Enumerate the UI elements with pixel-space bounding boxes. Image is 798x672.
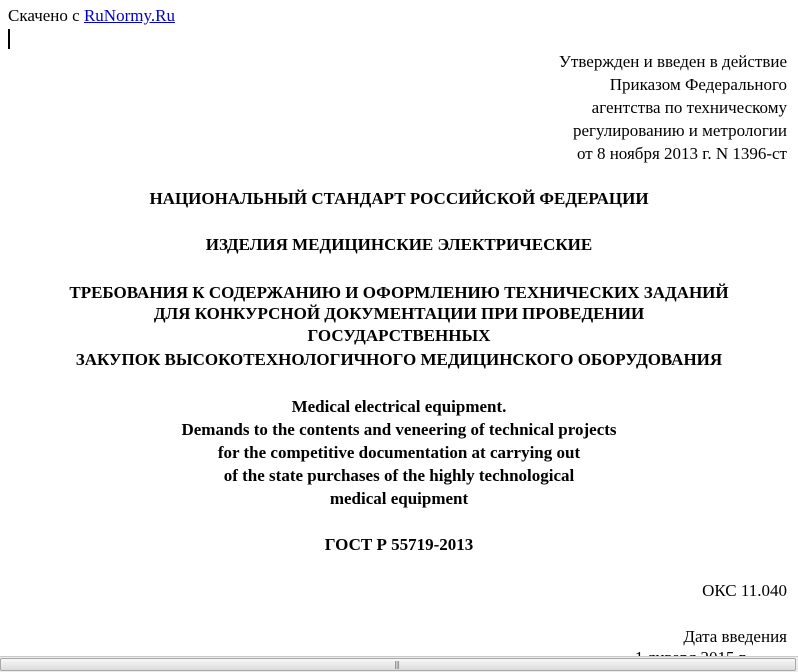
grip-icon: ||| xyxy=(394,660,400,669)
approval-line: Утвержден и введен в действие xyxy=(558,52,787,71)
title-ru-line: ЗАКУПОК ВЫСОКОТЕХНОЛОГИЧНОГО МЕДИЦИНСКОГО ОБОРУДОВАНИЯ xyxy=(75,350,723,369)
approval-line: регулированию и метрологии xyxy=(572,121,787,140)
horizontal-scrollbar[interactable] xyxy=(0,656,798,672)
oks-code: ОКС 11.040 xyxy=(702,581,787,600)
approval-line: агентства по техническому xyxy=(591,98,787,117)
title-ru-line: ДЛЯ КОНКУРСНОЙ ДОКУМЕНТАЦИИ ПРИ ПРОВЕДЕНИИ xyxy=(153,304,645,323)
scrollbar-thumb[interactable] xyxy=(0,658,796,671)
source-prefix: Скачено с xyxy=(8,6,80,25)
title-en-line: Demands to the contents and veneering of technical projects xyxy=(181,420,617,439)
text-cursor xyxy=(8,29,10,49)
source-link[interactable]: RuNormy.Ru xyxy=(83,6,175,25)
subject-heading: ИЗДЕЛИЯ МЕДИЦИНСКИЕ ЭЛЕКТРИЧЕСКИЕ xyxy=(205,235,593,254)
title-ru-line: ГОСУДАРСТВЕННЫХ xyxy=(307,326,491,345)
intro-date-label: Дата введения xyxy=(683,627,787,646)
title-en-line: medical equipment xyxy=(329,489,469,508)
title-ru-line: ТРЕБОВАНИЯ К СОДЕРЖАНИЮ И ОФОРМЛЕНИЮ ТЕХНИЧЕСКИХ ЗАДАНИЙ xyxy=(69,283,729,302)
title-en-line: Medical electrical equipment. xyxy=(291,397,507,416)
approval-line: от 8 ноября 2013 г. N 1396-ст xyxy=(577,144,787,163)
approval-line: Приказом Федерального xyxy=(609,75,787,94)
title-en-line: of the state purchases of the highly technological xyxy=(223,466,575,485)
title-en-line: for the competitive documentation at carrying out xyxy=(217,443,581,462)
standard-type-heading: НАЦИОНАЛЬНЫЙ СТАНДАРТ РОССИЙСКОЙ ФЕДЕРАЦИИ xyxy=(149,189,649,208)
source-line xyxy=(8,6,175,26)
gost-number: ГОСТ Р 55719-2013 xyxy=(324,535,474,554)
